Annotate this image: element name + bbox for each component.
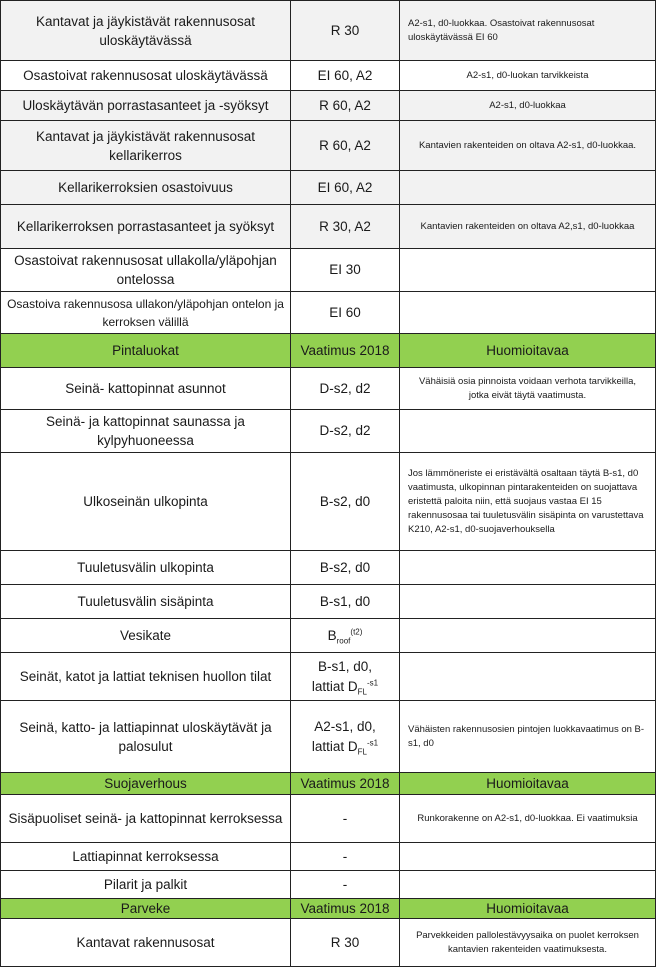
table-row xyxy=(1,701,656,773)
table-row xyxy=(1,121,656,171)
row-requirement: - xyxy=(291,795,400,843)
req-base: B xyxy=(327,627,337,643)
row-requirement: B-s1, d0 xyxy=(291,585,400,619)
table-row xyxy=(1,205,656,249)
row-requirement xyxy=(291,653,400,701)
row-note xyxy=(400,410,656,453)
row-note xyxy=(400,551,656,585)
row-note: Parvekkeiden pallolestävyysaika on puolet kerroksen kantavien rakenteiden vaatimuksesta. xyxy=(400,919,656,967)
row-name: Kantavat ja jäykistävät rakennusosat kellarikerros xyxy=(1,121,291,171)
row-name: Kellarikerroksien osastoivuus xyxy=(1,171,291,205)
row-name: Kantavat rakennusosat xyxy=(1,919,291,967)
req-sup: -s1 xyxy=(367,738,379,747)
req-line2: lattiat D xyxy=(311,738,358,754)
header-notes: Huomioitavaa xyxy=(400,773,656,795)
row-name: Seinä- kattopinnat asunnot xyxy=(1,368,291,410)
row-name: Lattiapinnat kerroksessa xyxy=(1,843,291,871)
table-row xyxy=(1,619,656,653)
row-requirement: R 30 xyxy=(291,1,400,61)
row-note xyxy=(400,171,656,205)
row-name: Osastoiva rakennusosa ullakon/yläpohjan ontelon ja kerroksen välillä xyxy=(1,292,291,334)
table-row xyxy=(1,171,656,205)
row-requirement: D-s2, d2 xyxy=(291,368,400,410)
req-sup: (t2) xyxy=(350,627,363,636)
row-note: A2-s1, d0-luokkaa. Osastoivat rakennusosat uloskäytävässä EI 60 xyxy=(400,1,656,61)
req-line1: A2-s1, d0, xyxy=(314,718,376,734)
row-note xyxy=(400,292,656,334)
row-name: Seinä- ja kattopinnat saunassa ja kylpyhuoneessa xyxy=(1,410,291,453)
table-row xyxy=(1,61,656,91)
row-requirement xyxy=(291,619,400,653)
row-note: A2-s1, d0-luokan tarvikkeista xyxy=(400,61,656,91)
req-sup: -s1 xyxy=(367,678,379,687)
row-note: Kantavien rakenteiden on oltava A2-s1, d0-luokkaa. xyxy=(400,121,656,171)
row-note: Vähäisten rakennusosien pintojen luokkavaatimus on B-s1, d0 xyxy=(400,701,656,773)
header-requirement: Vaatimus 2018 xyxy=(291,334,400,368)
row-name: Vesikate xyxy=(1,619,291,653)
table-row xyxy=(1,368,656,410)
row-name: Osastoivat rakennusosat uloskäytävässä xyxy=(1,61,291,91)
req-sub: FL xyxy=(357,687,367,697)
row-requirement: EI 30 xyxy=(291,249,400,292)
row-note: A2-s1, d0-luokkaa xyxy=(400,91,656,121)
row-note: Kantavien rakenteiden on oltava A2,s1, d0-luokkaa xyxy=(400,205,656,249)
table-row xyxy=(1,843,656,871)
table-row xyxy=(1,585,656,619)
table-row xyxy=(1,919,656,967)
req-line1: B-s1, d0, xyxy=(317,658,373,674)
row-note xyxy=(400,585,656,619)
row-requirement: R 30 xyxy=(291,919,400,967)
section-header-suojaverhous xyxy=(1,773,656,795)
header-notes: Huomioitavaa xyxy=(400,899,656,919)
row-name: Tuuletusvälin ulkopinta xyxy=(1,551,291,585)
row-requirement: R 60, A2 xyxy=(291,121,400,171)
row-name: Seinä, katto- ja lattiapinnat uloskäytävät ja palosulut xyxy=(1,701,291,773)
row-note xyxy=(400,249,656,292)
header-category: Parveke xyxy=(1,899,291,919)
req-sub: FL xyxy=(357,747,367,757)
row-requirement: EI 60 xyxy=(291,292,400,334)
row-note xyxy=(400,871,656,899)
table-row xyxy=(1,871,656,899)
row-note xyxy=(400,653,656,701)
table-row xyxy=(1,795,656,843)
header-notes: Huomioitavaa xyxy=(400,334,656,368)
row-name: Kellarikerroksen porrastasanteet ja syöksyt xyxy=(1,205,291,249)
table-row xyxy=(1,292,656,334)
header-category: Pintaluokat xyxy=(1,334,291,368)
req-sub: roof xyxy=(336,636,351,646)
row-name: Pilarit ja palkit xyxy=(1,871,291,899)
table-row xyxy=(1,1,656,61)
row-requirement: B-s2, d0 xyxy=(291,453,400,551)
row-note xyxy=(400,619,656,653)
row-name: Tuuletusvälin sisäpinta xyxy=(1,585,291,619)
row-requirement xyxy=(291,701,400,773)
row-requirement: - xyxy=(291,843,400,871)
row-requirement: D-s2, d2 xyxy=(291,410,400,453)
row-note: Vähäisiä osia pinnoista voidaan verhota tarvikkeilla, jotka eivät täytä vaatimusta. xyxy=(400,368,656,410)
row-note xyxy=(400,843,656,871)
row-note: Runkorakenne on A2-s1, d0-luokkaa. Ei vaatimuksia xyxy=(400,795,656,843)
row-requirement: EI 60, A2 xyxy=(291,171,400,205)
table-row xyxy=(1,653,656,701)
row-requirement: - xyxy=(291,871,400,899)
row-requirement: B-s2, d0 xyxy=(291,551,400,585)
row-name: Seinät, katot ja lattiat teknisen huollon tilat xyxy=(1,653,291,701)
req-line2: lattiat D xyxy=(311,678,358,694)
table-row xyxy=(1,453,656,551)
header-category: Suojaverhous xyxy=(1,773,291,795)
table-row xyxy=(1,410,656,453)
row-name: Sisäpuoliset seinä- ja kattopinnat kerroksessa xyxy=(1,795,291,843)
header-requirement: Vaatimus 2018 xyxy=(291,899,400,919)
section-header-pintaluokat xyxy=(1,334,656,368)
table-row xyxy=(1,249,656,292)
row-note: Jos lämmöneriste ei eristävältä osaltaan täytä B-s1, d0 vaatimusta, ulkopinnan pintarakenteiden on suojattava eristettä paloita niin, että suojaus vastaa EI 15 rakennusosaa tai tuuletusvälin sisäpinta on varustettava K210, A2-s1, d0-suojaverhouksella xyxy=(400,453,656,551)
row-name: Osastoivat rakennusosat ullakolla/yläpohjan ontelossa xyxy=(1,249,291,292)
row-name: Uloskäytävän porrastasanteet ja -syöksyt xyxy=(1,91,291,121)
row-name: Kantavat ja jäykistävät rakennusosat uloskäytävässä xyxy=(1,1,291,61)
row-requirement: EI 60, A2 xyxy=(291,61,400,91)
header-requirement: Vaatimus 2018 xyxy=(291,773,400,795)
row-requirement: R 30, A2 xyxy=(291,205,400,249)
table-row xyxy=(1,551,656,585)
section-header-parveke xyxy=(1,899,656,919)
table-row xyxy=(1,91,656,121)
row-requirement: R 60, A2 xyxy=(291,91,400,121)
row-name: Ulkoseinän ulkopinta xyxy=(1,453,291,551)
